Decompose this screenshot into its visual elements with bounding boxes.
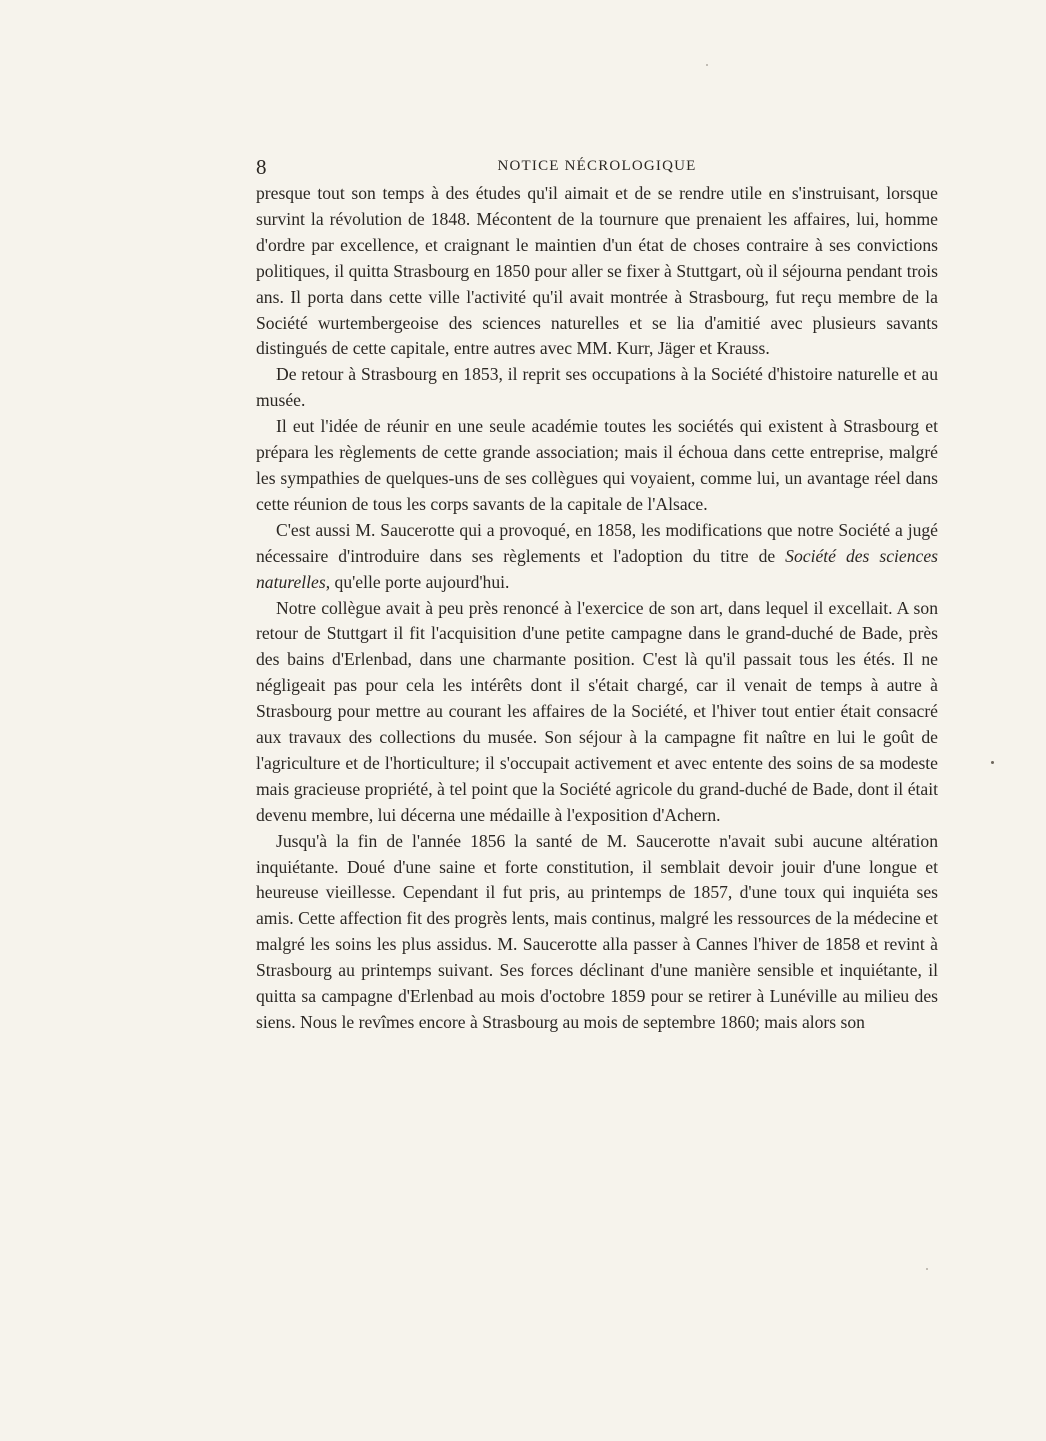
page-number: 8 [256,155,267,179]
paragraph-4-text-before: C'est aussi M. Saucerotte qui a provoqué, en 1858, les modifications que notre Société a jugé nécessaire d'introduire dans ses règlements et l'adoption du titre de [256,519,938,566]
paragraph-6: Jusqu'à la fin de l'année 1856 la santé de M. Saucerotte n'avait subi aucune altération inquiétante. Doué d'une saine et forte constitution, il semblait devoir jouir d'une longue et heureuse vieillesse. Cependant il fut pris, au printemps de 1857, d'une toux qui inquiéta ses amis. Cette affection fit des progrès lents, mais continus, malgré les ressources de la médecine et malgré les soins les plus assidus. M. Saucerotte alla passer à Cannes l'hiver de 1858 et revint à Strasbourg au printemps suivant. Ses forces déclinant d'une manière sensible et inquiétante, il quitta sa campagne d'Erlenbad au mois d'octobre 1859 pour se retirer à Lunéville au milieu des siens. Nous le revîmes encore à Strasbourg au mois de septembre 1860; mais alors son [256,830,938,1032]
paragraph-1: presque tout son temps à des études qu'il aimait et de se rendre utile en s'instruisant, lorsque survint la révolution de 1848. Mécontent de la tournure que prenaient les affaires, lui, homme d'ordre par excellence, et craignant le maintien d'un état de choses contraire à ses convictions politiques, il quitta Strasbourg en 1850 pour aller se fixer à Stuttgart, où il séjourna pendant trois ans. Il porta dans cette ville l'activité qu'il avait montrée à Strasbourg, fut reçu membre de la Société wurtembergeoise des sciences naturelles et se lia d'amitié avec plusieurs savants distingués de cette capitale, entre autres avec MM. Kurr, Jäger et Krauss. [256,183,938,359]
paragraph-4 [256,518,938,596]
society-title-italic: Société des sciences naturelles [256,545,938,592]
document-page [256,153,938,1036]
paragraph-4-text-after: , qu'elle porte aujourd'hui. [325,571,510,592]
paragraph-2: De retour à Strasbourg en 1853, il reprit ses occupations à la Société d'histoire naturelle et au musée. [256,364,938,411]
page-header [256,153,938,181]
paper-speck [991,761,994,764]
body-text [256,181,938,1036]
paper-speck [706,64,708,66]
paragraph-5: Notre collègue avait à peu près renoncé à l'exercice de son art, dans lequel il excellait. A son retour de Stuttgart il fit l'acquisition d'une petite campagne dans le grand-duché de Bade, près des bains d'Erlenbad, dans une charmante position. C'est là qu'il passait tous les étés. Il ne négligeait pas pour cela les intérêts dont il s'était chargé, car il venait de temps à autre à Strasbourg pour mettre au courant les affaires de la Société, et l'hiver tout entier était consacré aux travaux des collections du musée. Son séjour à la campagne fit naître en lui le goût de l'agriculture et de l'horticulture; il s'occupait activement et avec entente des soins de sa modeste mais gracieuse propriété, à tel point que la Société agricole du grand-duché de Bade, dont il était devenu membre, lui décerna une médaille à l'exposition d'Achern. [256,597,938,825]
running-title: NOTICE NÉCROLOGIQUE [497,158,697,174]
paragraph-3: Il eut l'idée de réunir en une seule académie toutes les sociétés qui existent à Strasbourg et prépara les règlements de cette grande association; mais il échoua dans cette entreprise, malgré les sympathies de quelques-uns de ses collègues qui voyaient, comme lui, un avantage réel dans cette réunion de tous les corps savants de la capitale de l'Alsace. [256,416,938,514]
paper-speck [926,1268,928,1270]
